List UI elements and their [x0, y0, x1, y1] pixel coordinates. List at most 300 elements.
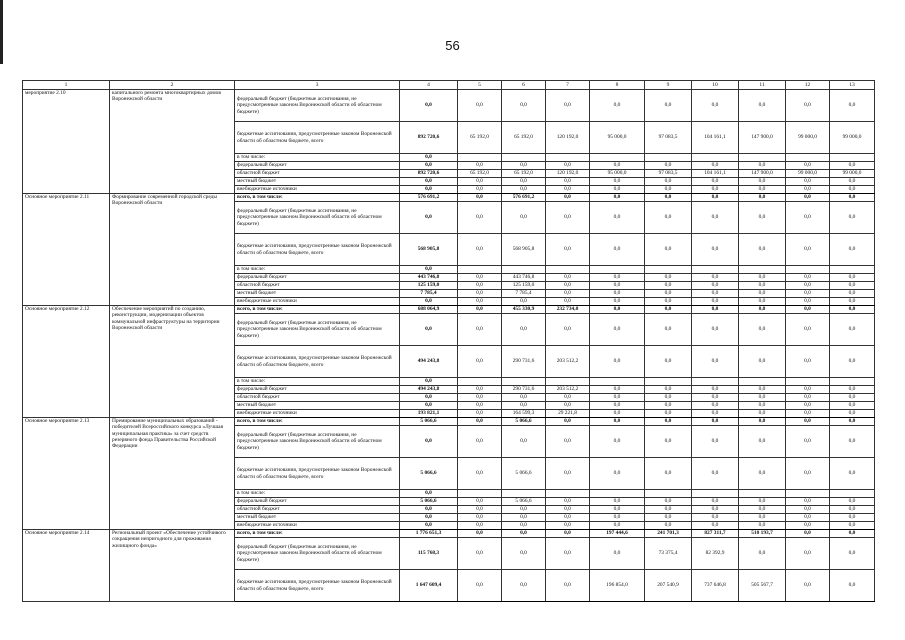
funding-source-label: федеральный бюджет (бюджетные ассигнования, не предусмотренные законом Воронежской области об областном бюджете): [235, 538, 400, 570]
amount-cell: 0,0: [830, 306, 875, 314]
amount-cell: 0,0: [645, 186, 692, 194]
amount-cell: 0,0: [645, 162, 692, 170]
amount-cell: 290 731,6: [502, 386, 546, 394]
funding-source-label: областной бюджет: [235, 170, 400, 178]
column-number: 9: [645, 81, 692, 90]
amount-cell: 0,0: [786, 282, 830, 290]
amount-cell: [645, 490, 692, 498]
amount-cell: [830, 154, 875, 162]
scan-edge-mark: [0, 0, 3, 64]
amount-cell: 0,0: [830, 458, 875, 490]
amount-cell: 0,0: [830, 498, 875, 506]
amount-cell: 0,0: [739, 234, 786, 266]
amount-cell: 0,0: [502, 394, 546, 402]
amount-cell: 0,0: [786, 306, 830, 314]
amount-cell: 0,0: [692, 386, 739, 394]
page-number: 56: [445, 38, 460, 53]
amount-cell: 82 392,9: [692, 538, 739, 570]
amount-cell: 0,0: [786, 162, 830, 170]
amount-cell: 0,0: [692, 234, 739, 266]
amount-cell: 0,0: [739, 506, 786, 514]
funding-source-label: всего, в том числе:: [235, 418, 400, 426]
amount-cell: 0,0: [739, 386, 786, 394]
funding-source-label: всего, в том числе:: [235, 194, 400, 202]
amount-cell: 0,0: [786, 234, 830, 266]
amount-cell: 0,0: [546, 570, 590, 602]
amount-cell: 0,0: [830, 290, 875, 298]
amount-cell: 0,0: [786, 90, 830, 122]
amount-cell: 0,0: [830, 402, 875, 410]
amount-cell: 0,0: [546, 194, 590, 202]
amount-cell: 0,0: [645, 402, 692, 410]
amount-cell: [590, 266, 645, 274]
amount-cell: 0,0: [692, 194, 739, 202]
amount-cell: 0,0: [400, 394, 458, 402]
amount-cell: 0,0: [739, 282, 786, 290]
amount-cell: 0,0: [590, 202, 645, 234]
amount-cell: 0,0: [692, 506, 739, 514]
amount-cell: 97 083,5: [645, 170, 692, 178]
amount-cell: 0,0: [645, 178, 692, 186]
column-number: 2: [110, 81, 235, 90]
amount-cell: 1 776 651,3: [400, 530, 458, 538]
measure-title: капитального ремонта многоквартирных домов Воронежской области: [110, 90, 235, 194]
amount-cell: 99 000,0: [830, 170, 875, 178]
amount-cell: 0,0: [546, 498, 590, 506]
amount-cell: 65 192,0: [502, 122, 546, 154]
amount-cell: 0,0: [458, 346, 502, 378]
amount-cell: 568 905,8: [400, 234, 458, 266]
amount-cell: 568 905,8: [502, 234, 546, 266]
amount-cell: 576 691,2: [400, 194, 458, 202]
amount-cell: [546, 266, 590, 274]
funding-source-label: бюджетные ассигнования, предусмотренные законом Воронежской области об областном бюджете, всего: [235, 346, 400, 378]
amount-cell: 0,0: [546, 282, 590, 290]
amount-cell: [692, 378, 739, 386]
amount-cell: 0,0: [590, 194, 645, 202]
amount-cell: 0,0: [692, 290, 739, 298]
amount-cell: [458, 266, 502, 274]
amount-cell: 5 066,6: [502, 418, 546, 426]
amount-cell: 0,0: [786, 394, 830, 402]
column-number: 5: [458, 81, 502, 90]
funding-source-label: местный бюджет: [235, 402, 400, 410]
amount-cell: 0,0: [739, 178, 786, 186]
column-number: 6: [502, 81, 546, 90]
amount-cell: 147 900,0: [739, 170, 786, 178]
funding-source-label: бюджетные ассигнования, предусмотренные законом Воронежской области об областном бюджете, всего: [235, 570, 400, 602]
amount-cell: 0,0: [458, 290, 502, 298]
funding-source-label: федеральный бюджет: [235, 386, 400, 394]
amount-cell: 0,0: [458, 314, 502, 346]
table-row: [23, 306, 875, 314]
funding-source-label: внебюджетные источники: [235, 298, 400, 306]
amount-cell: 125 159,0: [400, 282, 458, 290]
amount-cell: 99 000,0: [786, 170, 830, 178]
amount-cell: 0,0: [590, 314, 645, 346]
amount-cell: [645, 266, 692, 274]
amount-cell: 0,0: [692, 418, 739, 426]
amount-cell: 0,0: [692, 162, 739, 170]
amount-cell: 196 854,0: [590, 570, 645, 602]
amount-cell: 0,0: [739, 410, 786, 418]
amount-cell: [786, 378, 830, 386]
amount-cell: 0,0: [458, 90, 502, 122]
column-number: 11: [739, 81, 786, 90]
measure-code: Основное мероприятие 2.12: [23, 306, 110, 418]
amount-cell: 0,0: [830, 570, 875, 602]
amount-cell: 0,0: [786, 514, 830, 522]
amount-cell: [502, 154, 546, 162]
amount-cell: 0,0: [692, 282, 739, 290]
amount-cell: 0,0: [692, 306, 739, 314]
amount-cell: 0,0: [590, 402, 645, 410]
amount-cell: 0,0: [546, 90, 590, 122]
amount-cell: 0,0: [400, 378, 458, 386]
amount-cell: 0,0: [786, 194, 830, 202]
amount-cell: 95 000,0: [590, 170, 645, 178]
amount-cell: 0,0: [400, 298, 458, 306]
amount-cell: 0,0: [400, 162, 458, 170]
amount-cell: 0,0: [739, 394, 786, 402]
amount-cell: 0,0: [830, 386, 875, 394]
amount-cell: 197 444,6: [590, 530, 645, 538]
amount-cell: 0,0: [645, 418, 692, 426]
amount-cell: 892 720,6: [400, 122, 458, 154]
amount-cell: 0,0: [458, 386, 502, 394]
amount-cell: 0,0: [645, 234, 692, 266]
amount-cell: 0,0: [692, 186, 739, 194]
measure-code: Основное мероприятие 2.11: [23, 194, 110, 306]
amount-cell: 147 900,0: [739, 122, 786, 154]
amount-cell: 0,0: [739, 514, 786, 522]
amount-cell: 494 243,8: [400, 346, 458, 378]
amount-cell: 0,0: [546, 522, 590, 530]
amount-cell: 0,0: [739, 202, 786, 234]
amount-cell: 0,0: [786, 186, 830, 194]
column-number: 7: [546, 81, 590, 90]
amount-cell: 65 192,0: [502, 170, 546, 178]
amount-cell: 0,0: [645, 90, 692, 122]
amount-cell: 0,0: [830, 426, 875, 458]
amount-cell: 0,0: [502, 426, 546, 458]
amount-cell: 892 720,6: [400, 170, 458, 178]
amount-cell: 0,0: [739, 402, 786, 410]
measure-title: Обеспечение мероприятий по созданию, реконструкции, модернизации объектов коммунальной инфраструктуры на территории Воронежской области: [110, 306, 235, 418]
amount-cell: 0,0: [830, 514, 875, 522]
amount-cell: 0,0: [458, 530, 502, 538]
amount-cell: 0,0: [546, 314, 590, 346]
amount-cell: 0,0: [400, 514, 458, 522]
amount-cell: 0,0: [692, 90, 739, 122]
amount-cell: 0,0: [546, 162, 590, 170]
amount-cell: 0,0: [830, 162, 875, 170]
amount-cell: 0,0: [645, 282, 692, 290]
amount-cell: 0,0: [645, 290, 692, 298]
amount-cell: 0,0: [400, 90, 458, 122]
amount-cell: 0,0: [458, 538, 502, 570]
amount-cell: [502, 378, 546, 386]
amount-cell: 5 066,6: [400, 498, 458, 506]
amount-cell: 0,0: [458, 178, 502, 186]
amount-cell: 65 192,0: [458, 170, 502, 178]
amount-cell: 0,0: [692, 514, 739, 522]
amount-cell: 0,0: [645, 194, 692, 202]
amount-cell: 0,0: [590, 178, 645, 186]
amount-cell: 0,0: [830, 506, 875, 514]
amount-cell: 193 821,1: [400, 410, 458, 418]
column-number: 13: [830, 81, 875, 90]
table-row: [23, 530, 875, 538]
amount-cell: 99 000,0: [786, 122, 830, 154]
amount-cell: 0,0: [546, 298, 590, 306]
amount-cell: 0,0: [458, 522, 502, 530]
amount-cell: 99 000,0: [830, 122, 875, 154]
amount-cell: 0,0: [786, 178, 830, 186]
amount-cell: 115 768,3: [400, 538, 458, 570]
amount-cell: 5 066,6: [502, 458, 546, 490]
amount-cell: 0,0: [546, 514, 590, 522]
amount-cell: 0,0: [739, 346, 786, 378]
amount-cell: 0,0: [590, 426, 645, 458]
measure-title: Формирование современной городской среды Воронежской области: [110, 194, 235, 306]
amount-cell: 0,0: [546, 274, 590, 282]
amount-cell: 0,0: [739, 306, 786, 314]
amount-cell: 0,0: [546, 178, 590, 186]
amount-cell: 0,0: [400, 202, 458, 234]
amount-cell: 0,0: [692, 394, 739, 402]
amount-cell: 0,0: [502, 538, 546, 570]
amount-cell: 0,0: [830, 178, 875, 186]
table-row: [23, 90, 875, 122]
funding-source-label: местный бюджет: [235, 178, 400, 186]
amount-cell: 0,0: [546, 458, 590, 490]
amount-cell: 0,0: [590, 538, 645, 570]
amount-cell: 0,0: [830, 282, 875, 290]
funding-source-label: бюджетные ассигнования, предусмотренные законом Воронежской области об областном бюджете, всего: [235, 122, 400, 154]
amount-cell: 0,0: [786, 426, 830, 458]
amount-cell: [458, 490, 502, 498]
amount-cell: 0,0: [645, 458, 692, 490]
amount-cell: 494 243,8: [400, 386, 458, 394]
amount-cell: 0,0: [590, 514, 645, 522]
amount-cell: 0,0: [502, 202, 546, 234]
amount-cell: [739, 154, 786, 162]
amount-cell: 0,0: [590, 522, 645, 530]
amount-cell: [502, 490, 546, 498]
amount-cell: 0,0: [692, 346, 739, 378]
amount-cell: 0,0: [502, 570, 546, 602]
amount-cell: [590, 378, 645, 386]
funding-source-label: федеральный бюджет (бюджетные ассигнования, не предусмотренные законом Воронежской области об областном бюджете): [235, 90, 400, 122]
amount-cell: 0,0: [458, 306, 502, 314]
funding-source-label: в том числе:: [235, 154, 400, 162]
amount-cell: 0,0: [645, 298, 692, 306]
amount-cell: 0,0: [458, 514, 502, 522]
column-number: 8: [590, 81, 645, 90]
funding-source-label: федеральный бюджет: [235, 274, 400, 282]
amount-cell: 0,0: [645, 498, 692, 506]
amount-cell: 576 691,2: [502, 194, 546, 202]
amount-cell: 510 193,7: [739, 530, 786, 538]
amount-cell: 0,0: [786, 418, 830, 426]
amount-cell: [546, 154, 590, 162]
amount-cell: 65 192,0: [458, 122, 502, 154]
amount-cell: 0,0: [400, 490, 458, 498]
amount-cell: 0,0: [458, 274, 502, 282]
amount-cell: 0,0: [830, 530, 875, 538]
amount-cell: 0,0: [590, 506, 645, 514]
amount-cell: 0,0: [739, 290, 786, 298]
amount-cell: [645, 378, 692, 386]
funding-source-label: бюджетные ассигнования, предусмотренные законом Воронежской области об областном бюджете, всего: [235, 234, 400, 266]
amount-cell: 0,0: [739, 538, 786, 570]
amount-cell: 0,0: [400, 314, 458, 346]
amount-cell: 0,0: [590, 306, 645, 314]
amount-cell: 0,0: [692, 298, 739, 306]
measure-code: мероприятие 2.10: [23, 90, 110, 194]
amount-cell: 0,0: [645, 386, 692, 394]
amount-cell: 0,0: [739, 498, 786, 506]
amount-cell: 0,0: [400, 426, 458, 458]
amount-cell: 0,0: [739, 314, 786, 346]
amount-cell: 0,0: [400, 178, 458, 186]
amount-cell: 0,0: [786, 346, 830, 378]
amount-cell: 443 746,8: [400, 274, 458, 282]
amount-cell: 0,0: [590, 162, 645, 170]
amount-cell: [590, 490, 645, 498]
amount-cell: 0,0: [830, 90, 875, 122]
amount-cell: 0,0: [830, 410, 875, 418]
funding-source-label: местный бюджет: [235, 514, 400, 522]
amount-cell: 0,0: [830, 538, 875, 570]
amount-cell: 0,0: [739, 426, 786, 458]
amount-cell: 0,0: [786, 290, 830, 298]
amount-cell: [502, 266, 546, 274]
amount-cell: 0,0: [786, 386, 830, 394]
amount-cell: 0,0: [590, 282, 645, 290]
funding-source-label: областной бюджет: [235, 394, 400, 402]
funding-source-label: в том числе:: [235, 490, 400, 498]
amount-cell: 0,0: [692, 274, 739, 282]
amount-cell: 0,0: [645, 394, 692, 402]
amount-cell: [546, 490, 590, 498]
amount-cell: 0,0: [590, 458, 645, 490]
amount-cell: 0,0: [645, 514, 692, 522]
amount-cell: 0,0: [502, 162, 546, 170]
amount-cell: 232 734,0: [546, 306, 590, 314]
amount-cell: [786, 490, 830, 498]
amount-cell: 827 311,7: [692, 530, 739, 538]
amount-cell: [458, 378, 502, 386]
amount-cell: [645, 154, 692, 162]
amount-cell: 5 066,6: [400, 418, 458, 426]
amount-cell: 0,0: [458, 186, 502, 194]
amount-cell: 0,0: [546, 234, 590, 266]
amount-cell: [692, 490, 739, 498]
amount-cell: 0,0: [458, 418, 502, 426]
amount-cell: 455 330,9: [502, 306, 546, 314]
amount-cell: 0,0: [590, 386, 645, 394]
funding-source-label: областной бюджет: [235, 506, 400, 514]
amount-cell: 0,0: [590, 290, 645, 298]
amount-cell: 0,0: [546, 538, 590, 570]
amount-cell: 0,0: [830, 186, 875, 194]
column-number: 12: [786, 81, 830, 90]
amount-cell: 0,0: [400, 506, 458, 514]
funding-source-label: федеральный бюджет (бюджетные ассигнования, не предусмотренные законом Воронежской области об областном бюджете): [235, 426, 400, 458]
amount-cell: 0,0: [786, 522, 830, 530]
amount-cell: 0,0: [786, 530, 830, 538]
measure-title: Премирование муниципальных образований - победителей Всероссийского конкурса «Лучшая муниципальная практика» за счет средств резервного фонда Правительства Российской Федерации: [110, 418, 235, 530]
amount-cell: 0,0: [502, 530, 546, 538]
amount-cell: 0,0: [502, 514, 546, 522]
amount-cell: [830, 490, 875, 498]
amount-cell: 0,0: [786, 506, 830, 514]
amount-cell: 688 064,9: [400, 306, 458, 314]
amount-cell: 290 731,6: [502, 346, 546, 378]
amount-cell: 0,0: [400, 186, 458, 194]
amount-cell: 0,0: [645, 426, 692, 458]
amount-cell: 0,0: [546, 394, 590, 402]
funding-source-label: внебюджетные источники: [235, 522, 400, 530]
amount-cell: 0,0: [739, 298, 786, 306]
amount-cell: [786, 154, 830, 162]
amount-cell: 0,0: [458, 570, 502, 602]
amount-cell: 0,0: [458, 498, 502, 506]
amount-cell: 0,0: [590, 394, 645, 402]
amount-cell: 0,0: [590, 498, 645, 506]
amount-cell: [830, 378, 875, 386]
amount-cell: [458, 154, 502, 162]
funding-source-label: всего, в том числе:: [235, 530, 400, 538]
column-number: 4: [400, 81, 458, 90]
amount-cell: 0,0: [645, 202, 692, 234]
amount-cell: 164 599,3: [502, 410, 546, 418]
amount-cell: 0,0: [400, 522, 458, 530]
amount-cell: 0,0: [739, 522, 786, 530]
funding-source-label: бюджетные ассигнования, предусмотренные законом Воронежской области об областном бюджете, всего: [235, 458, 400, 490]
amount-cell: 0,0: [830, 418, 875, 426]
amount-cell: 0,0: [546, 202, 590, 234]
amount-cell: 0,0: [400, 402, 458, 410]
table-row: [23, 418, 875, 426]
amount-cell: 0,0: [502, 522, 546, 530]
amount-cell: 0,0: [458, 506, 502, 514]
column-number: 1: [23, 81, 110, 90]
amount-cell: 0,0: [830, 314, 875, 346]
amount-cell: [830, 266, 875, 274]
measure-code: Основное мероприятие 2.13: [23, 418, 110, 530]
amount-cell: 0,0: [590, 234, 645, 266]
amount-cell: 0,0: [400, 266, 458, 274]
amount-cell: 0,0: [786, 458, 830, 490]
amount-cell: 0,0: [739, 162, 786, 170]
amount-cell: 0,0: [786, 298, 830, 306]
column-number-row: [23, 81, 875, 90]
amount-cell: [692, 266, 739, 274]
amount-cell: 95 000,0: [590, 122, 645, 154]
amount-cell: 207 540,9: [645, 570, 692, 602]
amount-cell: 0,0: [830, 522, 875, 530]
amount-cell: 0,0: [739, 458, 786, 490]
amount-cell: 29 221,8: [546, 410, 590, 418]
funding-source-label: всего, в том числе:: [235, 306, 400, 314]
budget-table: [22, 80, 875, 602]
amount-cell: 0,0: [546, 402, 590, 410]
amount-cell: 0,0: [590, 346, 645, 378]
amount-cell: [786, 266, 830, 274]
